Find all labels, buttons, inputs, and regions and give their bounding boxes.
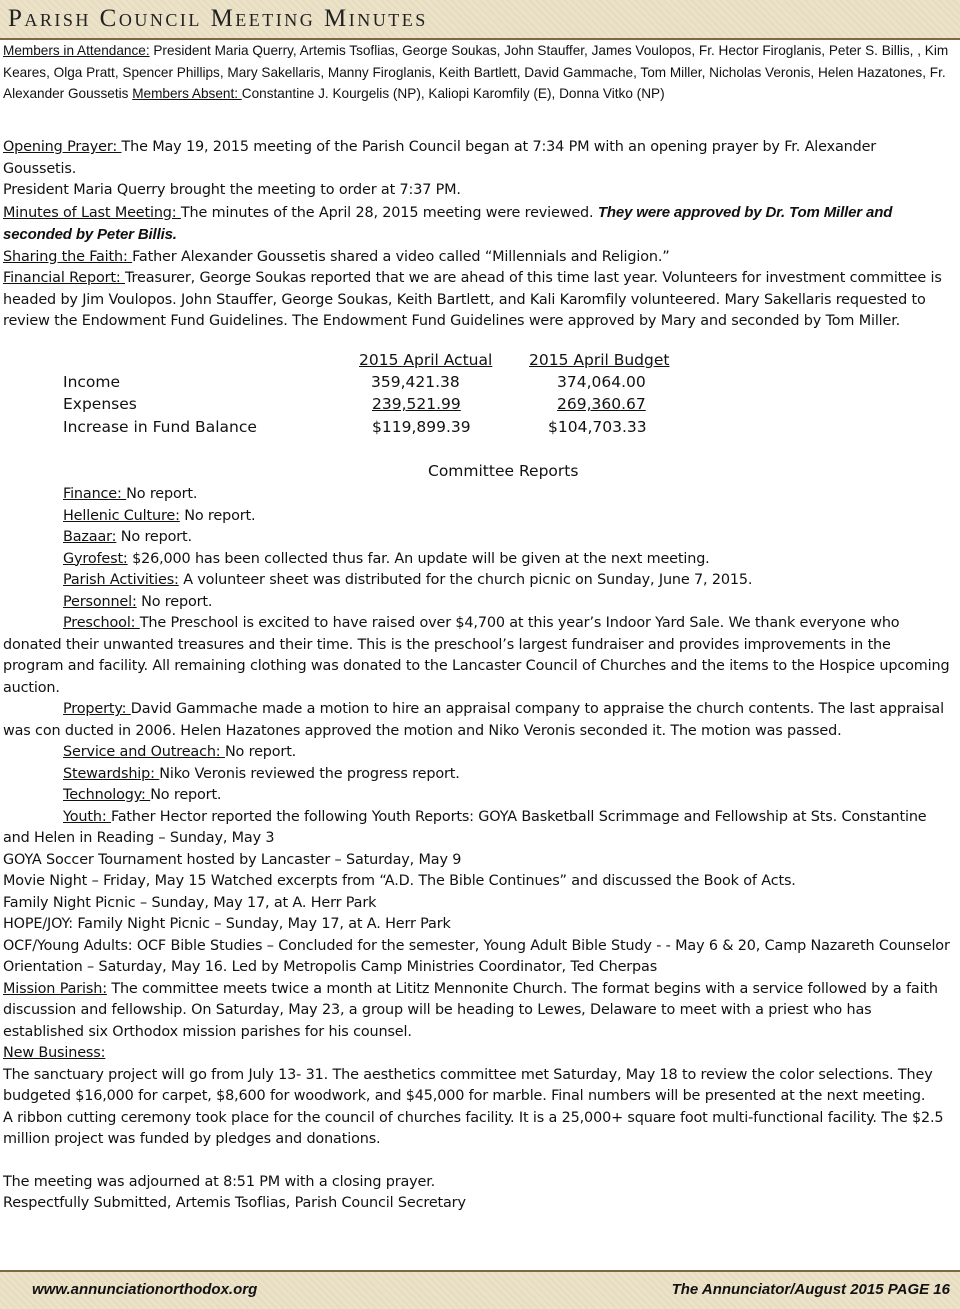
bazaar-text: No report. — [116, 529, 192, 545]
youth-line: Movie Night – Friday, May 15 Watched excerpts from “A.D. The Bible Continues” and discussed the Book of Acts. — [3, 873, 796, 889]
financial-report-label: Financial Report: — [3, 270, 126, 286]
parish-activities-text: A volunteer sheet was distributed for the church picnic on Sunday, June 7, 2015. — [178, 572, 753, 588]
last-minutes-approval: They were approved by Dr. Tom Miller and seconded by Peter Billis. — [3, 203, 893, 243]
call-to-order: President Maria Querry brought the meeting to order at 7:37 PM. — [3, 182, 461, 198]
service-label: Service and Outreach: — [63, 744, 225, 760]
hellenic-label: Hellenic Culture: — [63, 507, 180, 524]
committee-reports-heading: Committee Reports — [428, 462, 579, 480]
cell-fund-budget: $104,703.33 — [548, 418, 647, 436]
last-minutes-label: Minutes of Last Meeting: — [3, 204, 181, 221]
issue-page-label: The Annunciator/August 2015 PAGE 16 — [671, 1281, 950, 1298]
report-mission-parish — [3, 979, 951, 1044]
finance-text: No report. — [126, 486, 198, 502]
report-personnel — [3, 592, 951, 614]
parish-activities-label: Parish Activities: — [63, 572, 179, 588]
service-text: No report. — [224, 744, 297, 760]
opening-prayer — [3, 137, 951, 180]
row-label-income: Income — [63, 373, 121, 391]
row-label-fund-balance: Increase in Fund Balance — [63, 418, 257, 436]
financial-report-text: Treasurer, George Soukas reported that we are ahead of this time last year. Volunteers for investment committee is headed by Jim Voulopos. John Stauffer, George Soukas, Keith Bartlett, and Kali Karomfily volunteered. Mary Sakellaris requested to review the Endowment Fund Guidelines. The Endowment Fund Guidelines were approved by Mary and seconded by Tom Miller. — [3, 270, 942, 329]
stewardship-label: Stewardship: — [63, 765, 160, 782]
opening-prayer-label: Opening Prayer: — [3, 139, 122, 155]
mission-parish-label: Mission Parish: — [3, 980, 107, 997]
members-absent-list: Constantine J. Kourgelis (NP), Kaliopi Karomfily (E), Donna Vitko (NP) — [241, 86, 665, 101]
cell-income-budget: 374,064.00 — [557, 373, 646, 391]
cell-expenses-budget: 269,360.67 — [557, 395, 646, 413]
opening-prayer-text: The May 19, 2015 meeting of the Parish Council began at 7:34 PM with an opening prayer by Fr. Alexander Goussetis. — [3, 139, 877, 177]
report-hellenic — [3, 506, 951, 528]
last-minutes — [3, 202, 951, 247]
members-absent-label: Members Absent: — [132, 86, 242, 101]
report-service — [3, 742, 951, 764]
youth-line: OCF/Young Adults: OCF Bible Studies – Concluded for the semester, Young Adult Bible Study - - May 6 & 20, Camp Nazareth Counselor Orientation – Saturday, May 16. Led by Metropolis Camp Ministries Coordinator, Ted Cherpas — [3, 937, 950, 975]
members-present-label: Members in Attendance: — [3, 43, 150, 58]
members-present-list: President Maria Querry, Artemis Tsoflias, George Soukas, John Stauffer, James Voulopos, Fr. Hector Firoglanis, Peter S. Billis, , Kim Keares, Olga Pratt, Spencer Phillips, Mary Sakellaris, Manny Firoglanis, Keith Bartlett, David Gammache, Tom Miller, Nicholas Veronis, Helen Hazatones, Fr. Alexander Goussetis — [3, 43, 949, 101]
new-business-ribbon: A ribbon cutting ceremony took place for the council of churches facility. It is a 25,000+ square foot multi-functional facility. The $2.5 million project was funded by pledges and donations. — [3, 1109, 944, 1147]
report-gyrofest — [3, 549, 951, 571]
page-header — [0, 0, 960, 40]
report-youth — [3, 807, 951, 850]
finance-label: Finance: — [63, 486, 127, 502]
sharing-faith-label: Sharing the Faith: — [3, 248, 133, 265]
submitted-by: Respectfully Submitted, Artemis Tsoflias, Parish Council Secretary — [3, 1195, 466, 1211]
sharing-faith — [3, 247, 951, 269]
youth-line: Family Night Picnic – Sunday, May 17, at A. Herr Park — [3, 894, 377, 911]
report-stewardship — [3, 764, 951, 786]
youth-line: GOYA Soccer Tournament hosted by Lancaster – Saturday, May 9 — [3, 851, 462, 868]
hellenic-text: No report. — [179, 507, 256, 524]
property-label: Property: — [63, 701, 131, 717]
new-business-sanctuary: The sanctuary project will go from July 13- 31. The aesthetics committee met Saturday, May 18 to review the color selections. They budgeted $16,000 for carpet, $8,600 for woodwork, and $45,000 for marble. Final numbers will be presented at the next meeting. — [3, 1066, 933, 1104]
adjournment: The meeting was adjourned at 8:51 PM with a closing prayer. — [3, 1173, 436, 1190]
sharing-faith-text: Father Alexander Goussetis shared a video called “Millennials and Religion.” — [132, 248, 670, 265]
gyrofest-text: $26,000 has been collected thus far. An update will be given at the next meeting. — [127, 550, 710, 567]
gyrofest-label: Gyrofest: — [63, 550, 128, 567]
report-bazaar — [3, 527, 951, 549]
preschool-text: The Preschool is excited to have raised over $4,700 at this year’s Indoor Yard Sale. We thank everyone who donated their unwanted treasures and their time. This is the preschool’s largest fundraiser and provides improvements in the program and facility. All remaining clothing was donated to the Lancaster Council of Churches and the items to the Hospice upcoming auction. — [3, 615, 950, 696]
youth-text: Father Hector reported the following Youth Reports: GOYA Basketball Scrimmage and Fellowship at Sts. Constantine and Helen in Reading – Sunday, May 3 — [3, 808, 927, 846]
personnel-label: Personnel: — [63, 593, 137, 610]
last-minutes-text: The minutes of the April 28, 2015 meeting were reviewed. — [180, 204, 598, 221]
report-finance — [3, 484, 951, 506]
preschool-label: Preschool: — [63, 615, 140, 631]
bazaar-label: Bazaar: — [63, 529, 117, 545]
attendance-block — [3, 40, 953, 105]
committee-section — [3, 484, 951, 1215]
page-title: Parish Council Meeting Minutes — [8, 5, 428, 32]
personnel-text: No report. — [136, 593, 213, 610]
cell-fund-actual: $119,899.39 — [372, 418, 471, 436]
col-header-budget: 2015 April Budget — [529, 351, 670, 369]
cell-expenses-actual: 239,521.99 — [372, 395, 461, 413]
technology-text: No report. — [150, 787, 222, 803]
minutes-section — [3, 137, 951, 333]
youth-line: HOPE/JOY: Family Night Picnic – Sunday, May 17, at A. Herr Park — [3, 916, 451, 932]
cell-income-actual: 359,421.38 — [371, 373, 460, 391]
website-link[interactable]: www.annunciationorthodox.org — [32, 1281, 258, 1298]
col-header-actual: 2015 April Actual — [359, 351, 493, 369]
report-technology — [3, 785, 951, 807]
technology-label: Technology: — [63, 787, 151, 803]
mission-parish-text: The committee meets twice a month at Lititz Mennonite Church. The format begins with a service followed by a faith discussion and fellowship. On Saturday, May 23, a group will be heading to Lewes, Delaware to meet with a priest who has established six Orthodox mission parishes for his counsel. — [3, 980, 938, 1040]
report-parish-activities — [3, 570, 951, 592]
stewardship-text: Niko Veronis reviewed the progress report. — [159, 765, 460, 782]
financial-report — [3, 268, 951, 333]
new-business-label: New Business: — [3, 1045, 106, 1061]
youth-label: Youth: — [63, 808, 111, 825]
row-label-expenses: Expenses — [63, 395, 137, 413]
page-footer — [0, 1270, 960, 1309]
report-preschool — [3, 613, 951, 699]
spacer — [3, 1151, 951, 1172]
report-property — [3, 699, 951, 742]
property-text: David Gammache made a motion to hire an appraisal company to appraise the church contents. The last appraisal was con ducted in 2006. Helen Hazatones approved the motion and Niko Veronis seconded it. The motion was passed. — [3, 701, 944, 739]
